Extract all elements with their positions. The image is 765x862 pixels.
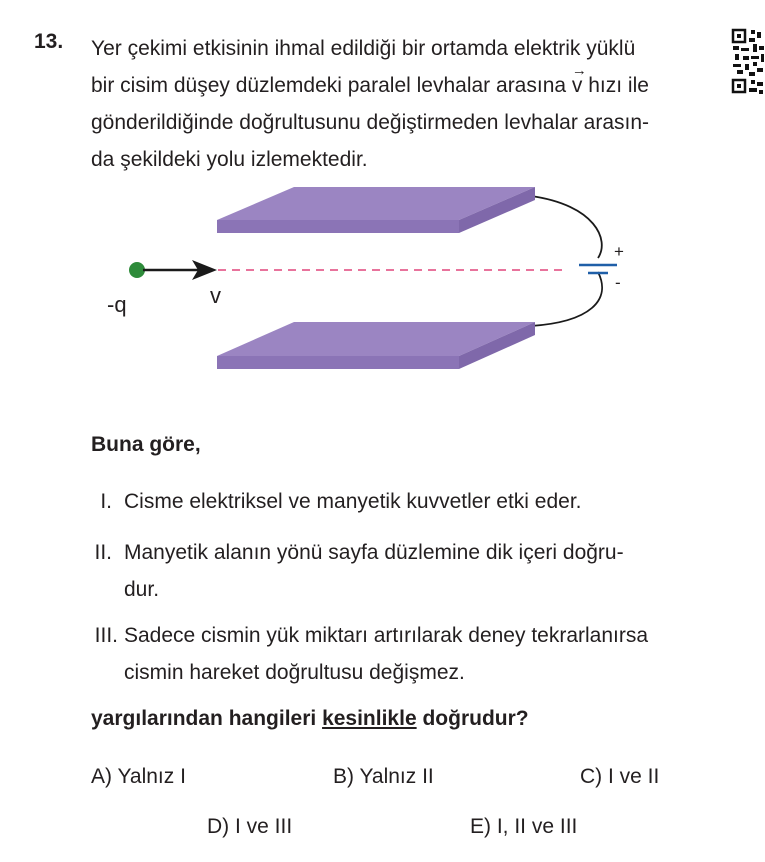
prompt-underlined: kesinlikle <box>322 707 417 730</box>
stem-line-3: gönderildiğinde doğrultusunu değiştirmeden levhalar arasın- <box>91 111 650 134</box>
statement-1-line-1: Cisme elektriksel ve manyetik kuvvetler etki eder. <box>124 490 582 513</box>
charge-label: -q <box>107 292 127 317</box>
velocity-label: v <box>210 283 221 308</box>
vector-arrow-icon: → <box>571 62 587 79</box>
option-e[interactable]: E) I, II ve III <box>470 815 578 838</box>
stem-line-2-text: bir cisim düşey düzlemdeki paralel levhalar arasına <box>91 74 567 97</box>
top-plate <box>217 187 535 233</box>
question-prompt <box>91 707 529 731</box>
velocity-vector-symbol <box>571 62 587 104</box>
statement-1 <box>124 483 582 520</box>
statement-2-line-1: Manyetik alanın yönü sayfa düzlemine dik içeri doğru- <box>124 541 624 564</box>
battery-minus-label: - <box>615 273 621 292</box>
stem-line-1: Yer çekimi etkisinin ihmal edildiği bir ortamda elektrik yüklü <box>91 37 636 60</box>
prompt-before: yargılarından hangileri <box>91 707 323 730</box>
question-number: 13. <box>34 30 64 53</box>
option-b[interactable]: B) Yalnız II <box>333 765 434 788</box>
stem-line-2 <box>91 62 713 104</box>
stem-line-4: da şekildeki yolu izlemektedir. <box>91 148 368 171</box>
capacitor-diagram <box>0 170 680 380</box>
battery-plus-label: + <box>614 242 624 261</box>
battery-wire <box>531 196 602 326</box>
option-c[interactable]: C) I ve II <box>580 765 660 788</box>
intro-text: Buna göre, <box>91 433 201 456</box>
statement-2-line-2: dur. <box>124 578 160 601</box>
statement-3-roman: III. <box>94 624 118 647</box>
statement-2-roman: II. <box>94 541 112 564</box>
stem-line-2-tail: hızı ile <box>582 74 649 97</box>
statement-3-line-1: Sadece cismin yük miktarı artırılarak deney tekrarlanırsa <box>124 624 649 647</box>
qr-code-icon[interactable] <box>731 26 765 98</box>
statement-1-roman: I. <box>100 490 112 513</box>
statement-2 <box>124 534 624 608</box>
statement-3-line-2: cismin hareket doğrultusu değişmez. <box>124 661 465 684</box>
charge-particle <box>129 262 145 278</box>
option-d[interactable]: D) I ve III <box>207 815 293 838</box>
bottom-plate <box>217 322 535 369</box>
statement-3 <box>124 617 648 691</box>
question-stem <box>91 30 713 178</box>
velocity-vector-letter: v <box>571 74 583 97</box>
option-a[interactable]: A) Yalnız I <box>91 765 186 788</box>
prompt-after: doğrudur? <box>416 707 529 730</box>
